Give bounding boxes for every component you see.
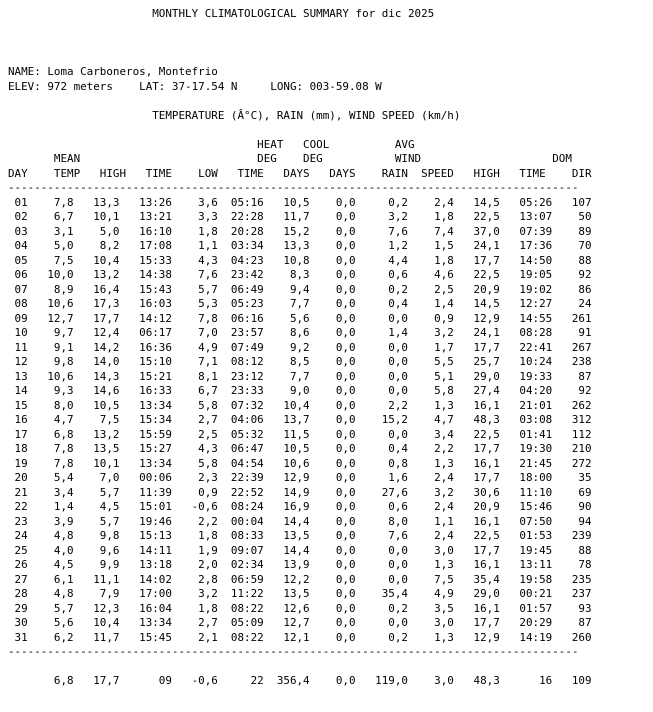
table-row: 25 4,0 9,6 14:11 1,9 09:07 14,4 0,0 0,0 3,0 17,7 19:45 88 [8, 543, 592, 557]
table-row: 09 12,7 17,7 14:12 7,8 06:16 5,6 0,0 0,0 0,9 12,9 14:55 261 [8, 311, 592, 325]
summary-rule: --------------------------------------------------------------------------------------- [8, 645, 579, 658]
table-row: 20 5,4 7,0 00:06 2,3 22:39 12,9 0,0 1,6 2,4 17,7 18:00 35 [8, 471, 592, 484]
table-row: 05 7,5 10,4 15:33 4,3 04:23 10,8 0,0 4,4 1,8 17,7 14:50 88 [8, 253, 592, 267]
table-row: 21 3,4 5,7 11:39 0,9 22:52 14,9 0,0 27,6 3,2 30,6 11:10 69 [8, 485, 592, 499]
column-header-line-1: HEAT COOL AVG [8, 137, 415, 151]
table-row: 14 9,3 14,6 16:33 6,7 23:33 9,0 0,0 0,0 5,8 27,4 04:20 92 [8, 384, 592, 397]
table-row: 29 5,7 12,3 16:04 1,8 08:22 12,6 0,0 0,2 3,5 16,1 01:57 93 [8, 601, 592, 615]
table-row: 08 10,6 17,3 16:03 5,3 05:23 7,7 0,0 0,4 1,4 14,5 12:27 24 [8, 297, 592, 310]
table-row: 27 6,1 11,1 14:02 2,8 06:59 12,2 0,0 0,0 7,5 35,4 19:58 235 [8, 572, 592, 586]
table-row: 07 8,9 16,4 15:43 5,7 06:49 9,4 0,0 0,2 2,5 20,9 19:02 86 [8, 282, 592, 296]
table-row: 03 3,1 5,0 16:10 1,8 20:28 15,2 0,0 7,6 7,4 37,0 07:39 89 [8, 224, 592, 238]
header-rule: --------------------------------------------------------------------------------------- [8, 181, 579, 194]
table-row: 16 4,7 7,5 15:34 2,7 04:06 13,7 0,0 15,2 4,7 48,3 03:08 312 [8, 413, 592, 426]
station-location: ELEV: 972 meters LAT: 37-17.54 N LONG: 003-59.08 W [8, 79, 382, 93]
units-line: TEMPERATURE (Â°C), RAIN (mm), WIND SPEED (km/h) [8, 108, 461, 122]
daily-rows [8, 196, 592, 646]
table-row: 31 6,2 11,7 15:45 2,1 08:22 12,1 0,0 0,2 1,3 12,9 14:19 260 [8, 630, 592, 644]
table-row: 15 8,0 10,5 13:34 5,8 07:32 10,4 0,0 2,2 1,3 16,1 21:01 262 [8, 398, 592, 412]
climate-summary-report [8, 7, 592, 689]
table-row: 24 4,8 9,8 15:13 1,8 08:33 13,5 0,0 7,6 2,4 22,5 01:53 239 [8, 529, 592, 542]
table-row: 22 1,4 4,5 15:01 -0,6 08:24 16,9 0,0 0,6 2,4 20,9 15:46 90 [8, 500, 592, 513]
report-title: MONTHLY CLIMATOLOGICAL SUMMARY for dic 2025 [8, 7, 435, 20]
table-row: 19 7,8 10,1 13:34 5,8 04:54 10,6 0,0 0,8 1,3 16,1 21:45 272 [8, 456, 592, 470]
table-row: 10 9,7 12,4 06:17 7,0 23:57 8,6 0,0 1,4 3,2 24,1 08:28 91 [8, 326, 592, 339]
station-name: NAME: Loma Carboneros, Montefrio [8, 65, 218, 78]
column-header-line-3: DAY TEMP HIGH TIME LOW TIME DAYS DAYS RAIN SPEED HIGH TIME DIR [8, 166, 592, 180]
table-row: 13 10,6 14,3 15:21 8,1 23:12 7,7 0,0 0,0 5,1 29,0 19:33 87 [8, 369, 592, 383]
table-row: 02 6,7 10,1 13:21 3,3 22:28 11,7 0,0 3,2 1,8 22,5 13:07 50 [8, 210, 592, 223]
table-row: 01 7,8 13,3 13:26 3,6 05:16 10,5 0,0 0,2 2,4 14,5 05:26 107 [8, 195, 592, 209]
table-row: 17 6,8 13,2 15:59 2,5 05:32 11,5 0,0 0,0 3,4 22,5 01:41 112 [8, 427, 592, 441]
table-row: 23 3,9 5,7 19:46 2,2 00:04 14,4 0,0 8,0 1,1 16,1 07:50 94 [8, 514, 592, 528]
blank-line [8, 36, 592, 51]
table-row: 04 5,0 8,2 17:08 1,1 03:34 13,3 0,0 1,2 1,5 24,1 17:36 70 [8, 239, 592, 252]
table-row: 28 4,8 7,9 17:00 3,2 11:22 13,5 0,0 35,4 4,9 29,0 00:21 237 [8, 587, 592, 600]
table-row: 12 9,8 14,0 15:10 7,1 08:12 8,5 0,0 0,0 5,5 25,7 10:24 238 [8, 355, 592, 368]
table-row: 26 4,5 9,9 13:18 2,0 02:34 13,9 0,0 0,0 1,3 16,1 13:11 78 [8, 558, 592, 571]
table-row: 06 10,0 13,2 14:38 7,6 23:42 8,3 0,0 0,6 4,6 22,5 19:05 92 [8, 268, 592, 281]
summary-row: 6,8 17,7 09 -0,6 22 356,4 0,0 119,0 3,0 48,3 16 109 [8, 674, 592, 687]
column-header-line-2: MEAN DEG DEG WIND DOM [8, 152, 572, 165]
table-row: 11 9,1 14,2 16:36 4,9 07:49 9,2 0,0 0,0 1,7 17,7 22:41 267 [8, 340, 592, 354]
table-row: 18 7,8 13,5 15:27 4,3 06:47 10,5 0,0 0,4 2,2 17,7 19:30 210 [8, 442, 592, 455]
table-row: 30 5,6 10,4 13:34 2,7 05:09 12,7 0,0 0,0 3,0 17,7 20:29 87 [8, 616, 592, 629]
